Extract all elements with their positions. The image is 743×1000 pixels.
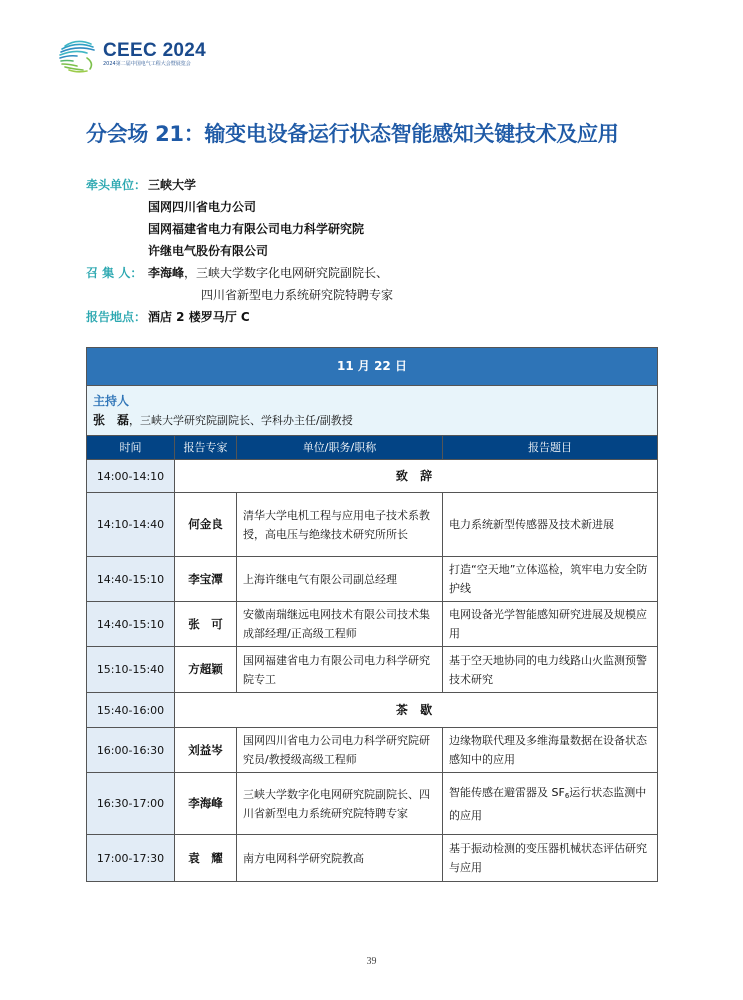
row-unit: 三峡大学数字化电网研究院副院长、四川省新型电力系统研究院特聘专家 (237, 773, 443, 835)
convener-label: 召 集 人： (86, 266, 143, 280)
lead-unit: 三峡大学 (148, 178, 197, 192)
row-time: 14:40-15:10 (87, 557, 175, 602)
lead-unit: 许继电气股份有限公司 (148, 244, 269, 258)
row-unit: 国网四川省电力公司电力科学研究院研究员/教授级高级工程师 (237, 728, 443, 773)
venue-value: 酒店 2 楼罗马厅 C (148, 310, 250, 324)
row-time: 15:10-15:40 (87, 647, 175, 693)
row-span-label: 茶 歇 (175, 693, 658, 728)
row-topic: 打造“空天地”立体巡检，筑牢电力安全防护线 (443, 557, 658, 602)
row-topic: 电网设备光学智能感知研究进展及规模应用 (443, 602, 658, 647)
page-number: 39 (366, 956, 377, 967)
row-time: 17:00-17:30 (87, 835, 175, 882)
ceec-logo-icon (57, 36, 97, 76)
lead-units-line-3 (148, 221, 364, 237)
row-topic-pre: 智能传感在避雷器及 SF (449, 785, 565, 799)
header-speaker: 报告专家 (175, 436, 237, 460)
table-row (87, 557, 658, 602)
row-time: 16:00-16:30 (87, 728, 175, 773)
row-topic-subscript: 6 (564, 791, 570, 800)
row-unit: 上海许继电气有限公司副总经理 (237, 557, 443, 602)
venue-line (86, 309, 250, 325)
host-row (87, 386, 658, 436)
convener-line-2 (201, 287, 393, 303)
convener-name: 李海峰 (148, 266, 185, 280)
row-speaker: 何金良 (175, 493, 237, 557)
venue-label: 报告地点： (86, 310, 147, 324)
row-time: 14:10-14:40 (87, 493, 175, 557)
table-row (87, 460, 658, 493)
row-topic: 基于空天地协同的电力线路山火监测预警技术研究 (443, 647, 658, 693)
table-row (87, 647, 658, 693)
row-speaker: 袁 耀 (175, 835, 237, 882)
header-unit: 单位/职务/职称 (237, 436, 443, 460)
row-topic: 基于振动检测的变压器机械状态评估研究与应用 (443, 835, 658, 882)
schedule-date: 11 月 22 日 (87, 348, 658, 386)
row-unit: 清华大学电机工程与应用电子技术系教授，高电压与绝缘技术研究所所长 (237, 493, 443, 557)
row-speaker: 刘益岑 (175, 728, 237, 773)
row-topic: 电力系统新型传感器及技术新进展 (443, 493, 658, 557)
host-desc: ，三峡大学研究院副院长、学科办主任/副教授 (129, 413, 353, 427)
table-row (87, 493, 658, 557)
row-topic: 边缘物联代理及多维海量数据在设备状态感知中的应用 (443, 728, 658, 773)
table-row (87, 602, 658, 647)
lead-units-line-2 (148, 199, 256, 215)
row-time: 14:40-15:10 (87, 602, 175, 647)
row-speaker: 方超颖 (175, 647, 237, 693)
lead-units-line-4 (148, 243, 268, 259)
row-time: 14:00-14:10 (87, 460, 175, 493)
logo-subtitle: 2024第二届中国电气工程大会暨展览会 (103, 61, 191, 67)
convener-line-1 (86, 265, 388, 281)
date-row (87, 348, 658, 386)
lead-unit: 国网四川省电力公司 (148, 200, 257, 214)
row-speaker: 李海峰 (175, 773, 237, 835)
host-name: 张 磊 (93, 412, 130, 427)
row-speaker: 李宝潭 (175, 557, 237, 602)
header-time: 时间 (87, 436, 175, 460)
convener-desc: ，三峡大学数字化电网研究院副院长、 (184, 266, 389, 280)
header-topic: 报告题目 (443, 436, 658, 460)
table-row (87, 693, 658, 728)
convener-desc-2: 四川省新型电力系统研究院特聘专家 (201, 288, 394, 302)
row-topic (443, 773, 658, 835)
row-time: 15:40-16:00 (87, 693, 175, 728)
table-row (87, 835, 658, 882)
row-time: 16:30-17:00 (87, 773, 175, 835)
host-label: 主持人 (93, 393, 130, 408)
row-topic-post: 运行状态监测中的应用 (449, 785, 647, 822)
column-header-row (87, 436, 658, 460)
row-span-label: 致 辞 (175, 460, 658, 493)
logo-title: CEEC 2024 (103, 40, 207, 61)
row-unit: 安徽南瑞继远电网技术有限公司技术集成部经理/正高级工程师 (237, 602, 443, 647)
lead-units-line-1 (86, 177, 196, 193)
table-row (87, 728, 658, 773)
session-title: 分会场 21：输变电设备运行状态智能感知关键技术及应用 (86, 122, 619, 146)
schedule-table (86, 347, 658, 882)
table-row (87, 773, 658, 835)
lead-unit: 国网福建省电力有限公司电力科学研究院 (148, 222, 365, 236)
lead-units-label: 牵头单位： (86, 178, 147, 192)
row-unit: 南方电网科学研究院教高 (237, 835, 443, 882)
row-unit: 国网福建省电力有限公司电力科学研究院专工 (237, 647, 443, 693)
row-speaker: 张 可 (175, 602, 237, 647)
